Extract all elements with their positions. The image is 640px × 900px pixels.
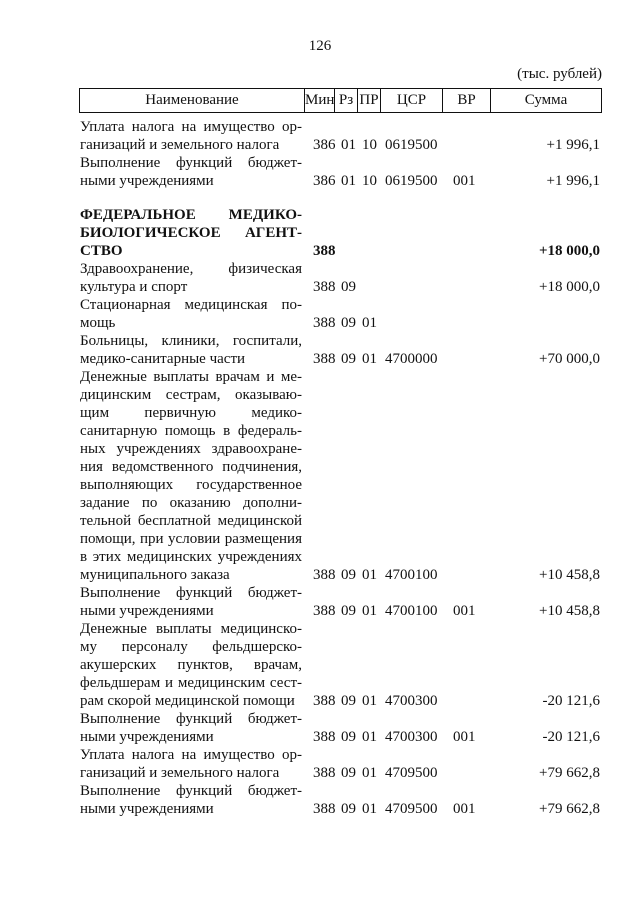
code-csr: 0619500 [385, 173, 438, 189]
row-name-line: ными учреждениями [80, 603, 214, 619]
row-sum: +70 000,0 [539, 351, 600, 367]
row-name-line: Выполнение функций бюджет- [80, 711, 302, 727]
row-name [80, 296, 302, 332]
row-name-line: акушерских пунктов, врачам, [80, 657, 302, 673]
table-row [80, 206, 602, 260]
code-vr: 001 [453, 729, 476, 745]
header-csr: ЦСР [381, 89, 443, 112]
row-sum: +10 458,8 [539, 567, 600, 583]
code-pr: 01 [362, 315, 377, 331]
code-pr: 01 [362, 603, 377, 619]
code-min: 388 [313, 693, 336, 709]
row-name [80, 782, 302, 818]
row-name-line: помощи, при условии размещения [80, 531, 302, 547]
code-min: 388 [313, 243, 336, 259]
code-min: 388 [313, 603, 336, 619]
table-header [79, 88, 602, 113]
code-csr: 4709500 [385, 765, 438, 781]
table-row [80, 746, 602, 782]
row-name-line: щим первичную медико- [80, 405, 302, 421]
table-row [80, 118, 602, 154]
row-name [80, 620, 302, 710]
row-name-line: Уплата налога на имущество ор- [80, 747, 302, 763]
code-min: 386 [313, 137, 336, 153]
table-row [80, 154, 602, 190]
row-name-line: ганизаций и земельного налога [80, 137, 280, 153]
row-sum: -20 121,6 [542, 693, 600, 709]
row-name [80, 710, 302, 746]
row-name [80, 584, 302, 620]
row-name-line: культура и спорт [80, 279, 188, 295]
row-sum: +1 996,1 [546, 137, 600, 153]
row-name-line: БИОЛОГИЧЕСКОЕ АГЕНТ- [80, 225, 302, 241]
code-min: 388 [313, 315, 336, 331]
row-name [80, 332, 302, 368]
row-name-line: в этих медицинских учреждениях [80, 549, 302, 565]
header-min: Мин [305, 89, 335, 112]
table-row [80, 332, 602, 368]
row-name-line: му персоналу фельдшерско- [80, 639, 302, 655]
row-name-line: ния ведомственного подчинения, [80, 459, 302, 475]
code-pr: 10 [362, 173, 377, 189]
row-name [80, 368, 302, 584]
code-min: 388 [313, 279, 336, 295]
header-name: Наименование [80, 89, 305, 112]
page-number: 126 [308, 38, 332, 54]
code-min: 388 [313, 729, 336, 745]
row-name-line: муниципального заказа [80, 567, 230, 583]
row-name-line: Выполнение функций бюджет- [80, 783, 302, 799]
code-csr: 4700300 [385, 693, 438, 709]
row-sum: -20 121,6 [542, 729, 600, 745]
row-sum: +79 662,8 [539, 765, 600, 781]
code-pr: 01 [362, 351, 377, 367]
code-csr: 4700100 [385, 603, 438, 619]
row-name [80, 260, 302, 296]
header-rz: Рз [335, 89, 358, 112]
row-sum: +79 662,8 [539, 801, 600, 817]
row-sum: +18 000,0 [538, 243, 600, 259]
table-body [80, 118, 602, 818]
code-min: 388 [313, 351, 336, 367]
row-name-line: рам скорой медицинской помощи [80, 693, 295, 709]
code-pr: 01 [362, 567, 377, 583]
table-row [80, 782, 602, 818]
code-vr: 001 [453, 173, 476, 189]
table-row [80, 620, 602, 710]
table-row [80, 296, 602, 332]
code-csr: 0619500 [385, 137, 438, 153]
code-csr: 4709500 [385, 801, 438, 817]
row-name-line: ных учреждениях здравоохране- [80, 441, 302, 457]
row-sum: +10 458,8 [539, 603, 600, 619]
header-sum: Сумма [524, 92, 568, 108]
row-name-line: Выполнение функций бюджет- [80, 155, 302, 171]
code-csr: 4700100 [385, 567, 438, 583]
code-pr: 01 [362, 693, 377, 709]
row-name-line: Денежные выплаты медицинско- [80, 621, 302, 637]
code-pr: 01 [362, 801, 377, 817]
row-name-line: ными учреждениями [80, 801, 214, 817]
row-name-line: санитарную помощь в федераль- [80, 423, 302, 439]
row-name-line: Уплата налога на имущество ор- [80, 119, 302, 135]
row-name-line: дицинским сестрам, оказываю- [80, 387, 302, 403]
row-name-line: выполняющих государственное [80, 477, 302, 493]
row-name-line: медико-санитарные части [80, 351, 246, 367]
table-row [80, 710, 602, 746]
row-sum: +1 996,1 [546, 173, 600, 189]
row-name-line: мощь [80, 315, 116, 331]
row-sum: +18 000,0 [539, 279, 600, 295]
code-vr: 001 [453, 603, 476, 619]
row-name-line: фельдшерам и медицинским сест- [80, 675, 302, 691]
code-rz: 09 [341, 567, 356, 583]
units-label: (тыс. рублей) [517, 66, 602, 82]
table-row [80, 584, 602, 620]
table-row [80, 260, 602, 296]
code-pr: 01 [362, 765, 377, 781]
row-name-line: Денежные выплаты врачам и ме- [80, 369, 302, 385]
code-rz: 09 [341, 351, 356, 367]
code-min: 388 [313, 567, 336, 583]
row-name-line: ФЕДЕРАЛЬНОЕ МЕДИКО- [80, 207, 302, 223]
header-pr: ПР [358, 89, 381, 112]
row-name-line: СТВО [80, 243, 123, 259]
code-rz: 01 [341, 173, 356, 189]
row-name [80, 154, 302, 190]
row-name-line: Выполнение функций бюджет- [80, 585, 302, 601]
code-rz: 09 [341, 315, 356, 331]
code-rz: 09 [341, 603, 356, 619]
row-name-line: тельной бесплатной медицинской [80, 513, 302, 529]
code-rz: 01 [341, 137, 356, 153]
row-name-line: задание по оказанию дополни- [80, 495, 302, 511]
code-vr: 001 [453, 801, 476, 817]
code-pr: 01 [362, 729, 377, 745]
row-name-line: Больницы, клиники, госпитали, [80, 333, 302, 349]
code-rz: 09 [341, 801, 356, 817]
code-rz: 09 [341, 729, 356, 745]
row-name-line: Стационарная медицинская по- [80, 297, 302, 313]
row-name-line: Здравоохранение, физическая [80, 261, 302, 277]
row-name [80, 118, 302, 154]
code-min: 388 [313, 801, 336, 817]
code-pr: 10 [362, 137, 377, 153]
code-csr: 4700300 [385, 729, 438, 745]
code-min: 388 [313, 765, 336, 781]
row-name-line: ными учреждениями [80, 729, 214, 745]
row-name [80, 746, 302, 782]
code-rz: 09 [341, 693, 356, 709]
code-min: 386 [313, 173, 336, 189]
code-csr: 4700000 [385, 351, 438, 367]
row-name-line: ными учреждениями [80, 173, 214, 189]
row-name [80, 206, 302, 260]
table-row [80, 368, 602, 584]
row-name-line: ганизаций и земельного налога [80, 765, 280, 781]
code-rz: 09 [341, 765, 356, 781]
header-vr: ВР [443, 89, 491, 112]
code-rz: 09 [341, 279, 356, 295]
